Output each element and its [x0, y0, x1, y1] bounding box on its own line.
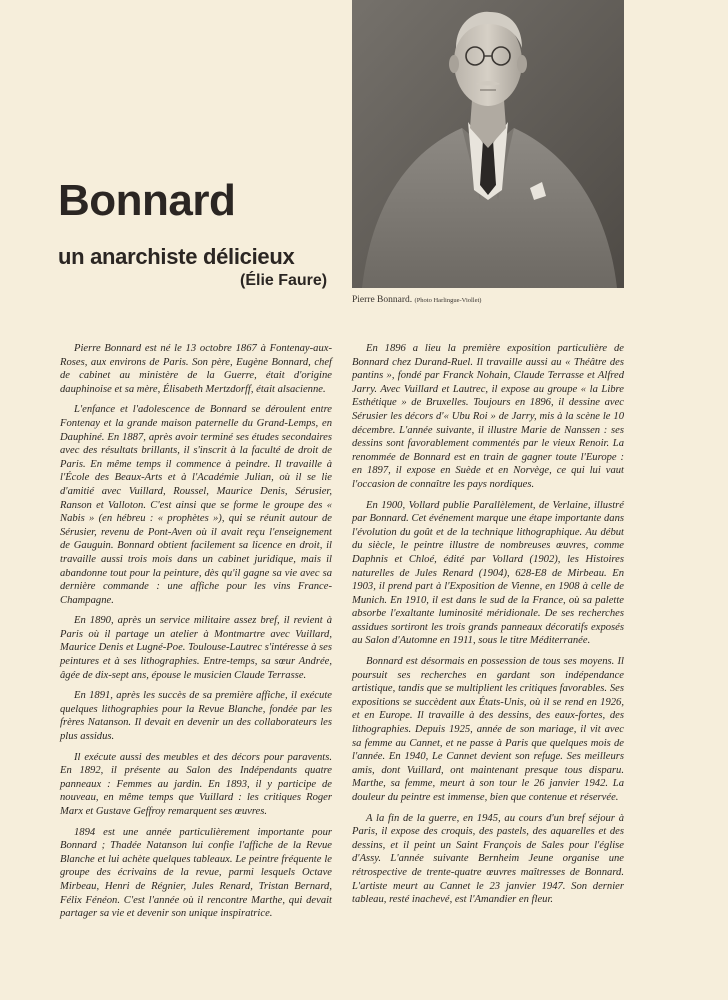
paragraph: En 1896 a lieu la première exposition particulière de Bonnard chez Durand-Ruel. Il travaille aussi au « Théâtre des pantins », fondé par Franck Nohain, Claude Terrasse et Alfred Jarry. Avec Vuillard et Lautrec, il expose au groupe « la Libre Esthétique » de Bruxelles. Toujours en 1896, il dessine avec Sérusier les décors d'« Ubu Roi » de Jarry, mis à la scène le 10 décembre. L'année suivante, il illustre Marie de Nanssen : ses dessins sont favorablement commentés par le vieux Renoir. La renommée de Bonnard est en train de gagner toute l'Europe : en 1897, il expose en Suède et en Norvège, ce qui lui vaut l'occasion de connaître les pays nordiques.	[352, 343, 624, 490]
quote-attribution: (Élie Faure)	[240, 272, 328, 289]
right-column	[352, 342, 624, 914]
photo-caption	[352, 295, 481, 305]
article-subtitle: un anarchiste délicieux	[58, 244, 295, 269]
paragraph: En 1900, Vollard publie Parallèlement, de Verlaine, illustré par Bonnard. Cet événement marque une étape importante dans l'évolution du goût et de la technique lithographique. Au début du siècle, le peintre illustre de nombreuses œuvres, comme Daphnis et Chloé, édité par Vollard (1902), les Histoires naturelles de Jules Renard (1904), 628-E8 de Mirbeau. En 1903, il prend part à l'Exposition de Vienne, en 1908 à celle de Munich. En 1910, il est dans le sud de la France, où sa palette absorbe l'exaltante luminosité méridionale. De ses recherches assidues sortiront les trois grands panneaux décoratifs exposés au Salon d'Automne en 1911, sous le titre Méditerranée.	[352, 499, 624, 647]
paragraph: 1894 est une année particulièrement importante pour Bonnard ; Thadée Natanson lui confie l'affiche de la Revue Blanche et lui achète quelques tableaux. Le peintre fréquente le groupe des écrivains de la revue, parmi lesquels Octave Mirbeau, Henri de Régnier, Jules Renard, Tristan Bernard, Félix Fénéon. C'est l'année où il rencontre Marthe, qui devait partager sa vie et devenir son unique inspiratrice.	[60, 826, 332, 920]
paragraph: L'enfance et l'adolescence de Bonnard se déroulent entre Fontenay et la grande maison paternelle du Grand-Lemps, en Dauphiné. En 1887, après avoir terminé ses études secondaires avec des résultats brillants, il s'inscrit à la faculté de droit de Paris. En même temps il commence à peindre. Il travaille à l'École des Beaux-Arts et à l'Académie Julian, où il se lie d'amitié avec Vuillard, Roussel, Maurice Denis, Sérusier, Ranson et Valloton. C'est ainsi que se forme le groupe des « Nabis » (en hébreu : « prophètes »), qui se réunit autour de Sérusier, revenu de Pont-Aven où il avait reçu l'enseignement de Gauguin. Bonnard obtient facilement sa licence en droit, il travaille aussi trois mois dans un cabinet juridique, mais il abandonne tout pour la peinture, dès qu'il gagne sa vie avec sa dernière commande : une affiche pour les vins France-Champagne.	[60, 404, 332, 606]
caption-text: Pierre Bonnard.	[352, 295, 413, 305]
paragraph: En 1890, après un service militaire assez bref, il revient à Paris où il partage un atelier à Montmartre avec Vuillard, Maurice Denis et Lugné-Poe. Toulouse-Lautrec s'intéresse à ses peintures et à ses lithographies. Entre-temps, sa sœur Andrée, âgée de dix-sept ans, épouse le musicien Claude Terrasse.	[60, 615, 332, 681]
article-title: Bonnard	[58, 176, 236, 225]
paragraph: Pierre Bonnard est né le 13 octobre 1867 à Fontenay-aux-Roses, aux environs de Paris. Son père, Eugène Bonnard, chef de cabinet au ministère de la Guerre, était d'origine dauphinoise et sa mère, Élisabeth Mertzdorff, était alsacienne.	[60, 343, 332, 395]
paragraph: Il exécute aussi des meubles et des décors pour paravents. En 1892, il présente au Salon des Indépendants quatre panneaux : Femmes au jardin. En 1893, il y participe de nouveau, en même temps que Vuillard : les critiques Roger Marx et Gustave Geffroy remarquent ses œuvres.	[60, 751, 332, 817]
paragraph: En 1891, après les succès de sa première affiche, il exécute quelques lithographies pour la Revue Blanche, fondée par les frères Natanson. Il devait en devenir un des collaborateurs les plus assidus.	[60, 690, 332, 743]
paragraph: A la fin de la guerre, en 1945, au cours d'un bref séjour à Paris, il expose des croquis, des pastels, des aquarelles et des dessins, et il peint un Saint François de Sales pour l'église d'Assy. L'année suivante Bernheim Jeune organise une rétrospective de trente-quatre œuvres maîtresses de Bonnard. L'artiste meurt au Cannet le 23 janvier 1947. Son dernier tableau, resté inachevé, est l'Amandier en fleur.	[352, 812, 624, 906]
left-column	[60, 342, 332, 928]
portrait-illustration	[352, 0, 624, 288]
paragraph: Bonnard est désormais en possession de tous ses moyens. Il poursuit ses recherches en gardant son indépendance artistique, tandis que se multiplient les critiques favorables. Ses expositions se succèdent aux États-Unis, où il se rend en 1926, et en Europe. Il travaille à des dessins, des eaux-fortes, des lithographies. Depuis 1925, année de son mariage, il vit avec sa femme au Cannet, et ne passe à Paris que quelques mois de l'année. En 1940, Le Cannet devient son refuge. Ses meilleurs amis, dont Vuillard, ont maintenant presque tous disparu. Marthe, sa femme, meurt à son tour le 26 janvier 1942. La douleur du peintre est immense, bien que contenue et réservée.	[352, 656, 624, 803]
photo-credit: (Photo Harlingue-Viollet)	[414, 297, 482, 304]
portrait-photo	[352, 0, 624, 288]
